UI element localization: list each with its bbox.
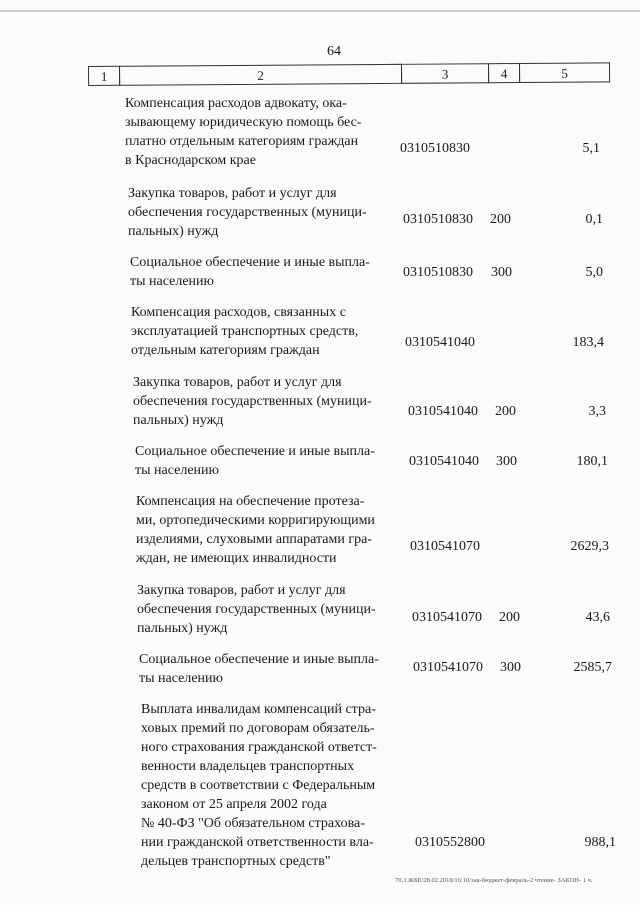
row-code: 0310552800 bbox=[415, 835, 485, 850]
row-amount: 180,1 bbox=[576, 454, 608, 469]
scan-edge bbox=[0, 10, 640, 12]
row-code: 0310510830 bbox=[400, 141, 470, 156]
footer-file-path: 70.3.ЖБЕ/28.02.2018/16:10/зак-бюджет-февраль-2 чтение- ЗАКОН- 1 ч. bbox=[395, 877, 593, 884]
row-amount: 3,3 bbox=[588, 404, 606, 419]
row-name: Компенсация расходов, связанных с эксплуатацией транспортных средств, отдельным категориям граждан bbox=[131, 305, 359, 358]
row-name: Социальное обеспечение и иные выпла- ты населению bbox=[135, 444, 375, 478]
row-vr: 200 bbox=[490, 212, 511, 227]
row-vr: 200 bbox=[495, 404, 516, 419]
row-code: 0310541070 bbox=[410, 539, 480, 554]
row-vr: 300 bbox=[496, 454, 517, 469]
row-amount: 2629,3 bbox=[570, 539, 609, 554]
row-code: 0310541040 bbox=[408, 404, 478, 419]
table-header bbox=[88, 62, 610, 88]
header-cell-1: 1 bbox=[88, 66, 120, 86]
row-amount: 988,1 bbox=[584, 835, 616, 850]
row-code: 0310541040 bbox=[409, 454, 479, 469]
page-number: 64 bbox=[327, 44, 341, 59]
row-name: Выплата инвалидам компенсаций стра- ховых премий по договорам обязатель- ного страхования гражданской ответст- венности владельцев транспортных средств в соответствии с Федеральным законом от 25 апреля 2002 года № 40-ФЗ "Об обязательном страхова- нии гражданской ответственности вла- дельцев транспортных средств" bbox=[141, 702, 377, 869]
row-vr: 300 bbox=[491, 265, 512, 280]
row-name: Компенсация расходов адвокату, ока- зывающему юридическую помощь бес- платно отдельным категориям граждан в Краснодарском крае bbox=[125, 96, 362, 168]
row-name: Социальное обеспечение и иные выпла- ты населению bbox=[139, 652, 379, 686]
row-name: Закупка товаров, работ и услуг для обеспечения государственных (муници- пальных) нужд bbox=[133, 375, 372, 428]
row-code: 0310510830 bbox=[403, 265, 473, 280]
header-cell-4: 4 bbox=[488, 63, 520, 83]
header-cell-5: 5 bbox=[519, 62, 610, 83]
row-amount: 5,0 bbox=[585, 265, 603, 280]
row-amount: 5,1 bbox=[582, 141, 600, 156]
row-code: 0310541040 bbox=[405, 335, 475, 350]
header-cell-3: 3 bbox=[401, 63, 489, 84]
row-name: Закупка товаров, работ и услуг для обеспечения государственных (муници- пальных) нужд bbox=[137, 583, 376, 636]
row-name: Социальное обеспечение и иные выпла- ты населению bbox=[130, 255, 370, 289]
header-cell-2: 2 bbox=[119, 64, 402, 86]
row-amount: 2585,7 bbox=[573, 660, 612, 675]
row-name: Компенсация на обеспечение протеза- ми, ортопедическими корригирующими изделиями, слуховыми аппаратами гра- ждан, не имеющих инвалидности bbox=[136, 494, 375, 566]
row-amount: 43,6 bbox=[585, 610, 610, 625]
row-vr: 200 bbox=[499, 610, 520, 625]
row-amount: 0,1 bbox=[585, 212, 603, 227]
row-code: 0310541070 bbox=[412, 610, 482, 625]
row-code: 0310510830 bbox=[403, 212, 473, 227]
row-name: Закупка товаров, работ и услуг для обеспечения государственных (муници- пальных) нужд bbox=[128, 186, 367, 239]
row-amount: 183,4 bbox=[572, 335, 604, 350]
row-vr: 300 bbox=[500, 660, 521, 675]
row-code: 0310541070 bbox=[413, 660, 483, 675]
